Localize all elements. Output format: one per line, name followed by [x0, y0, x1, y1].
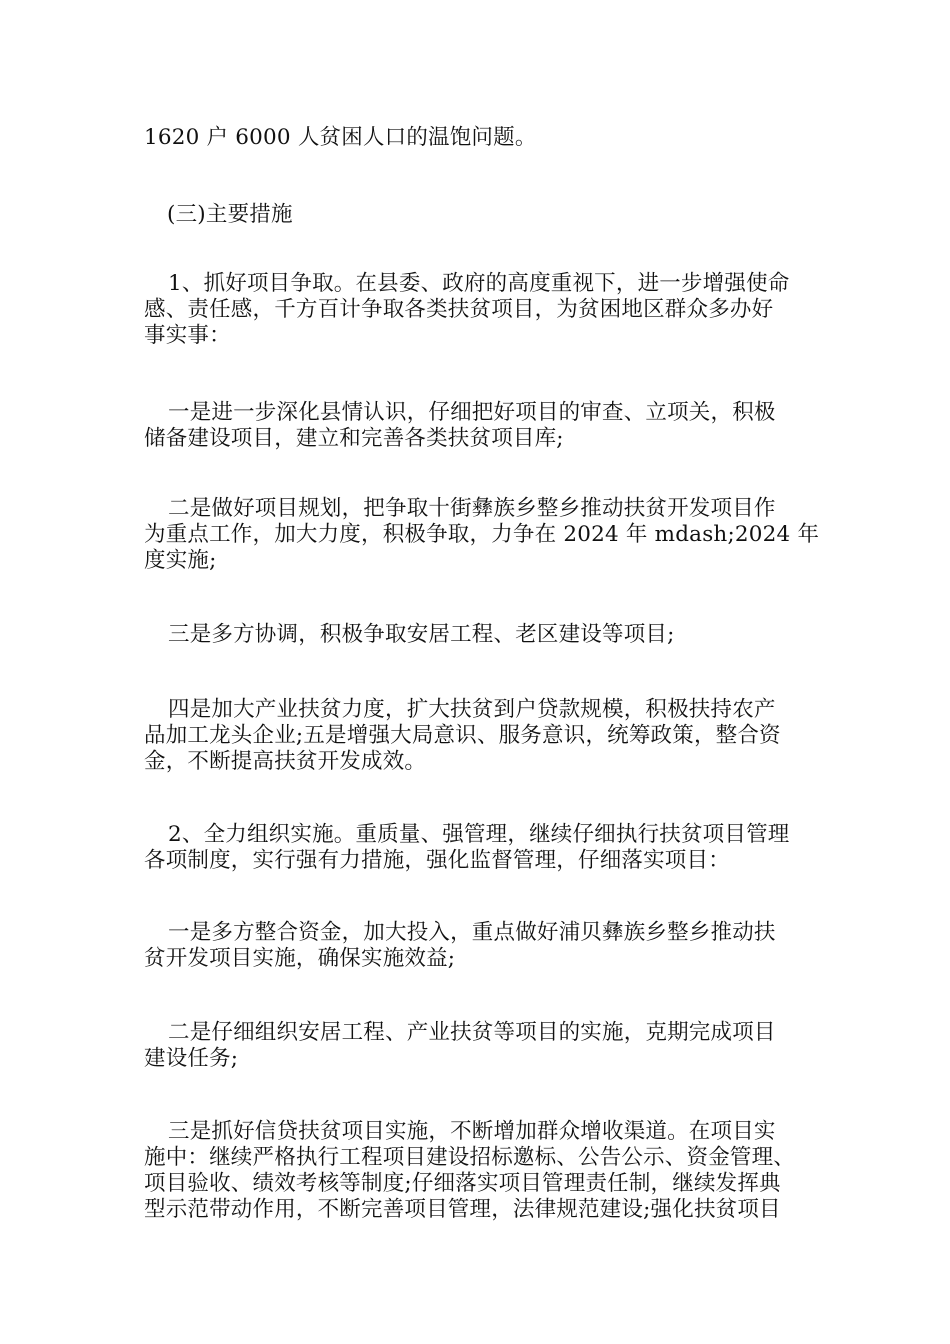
text-line: (三)主要措施 — [167, 202, 293, 227]
text-line: 一是多方整合资金，加大投入，重点做好浦贝彝族乡整乡推动扶 — [168, 920, 776, 945]
text-line: 为重点工作，加大力度，积极争取，力争在 2024 年 mdash;2024 年 — [144, 522, 820, 547]
paragraph-4 — [144, 400, 808, 452]
text-line: 品加工龙头企业;五是增强大局意识、服务意识，统筹政策，整合资 — [144, 723, 781, 748]
text-line: 施中：继续严格执行工程项目建设招标邀标、公告公示、资金管理、 — [144, 1145, 796, 1170]
paragraph-10 — [144, 1020, 808, 1072]
text-line: 项目验收、绩效考核等制度;仔细落实项目管理责任制，继续发挥典 — [144, 1171, 781, 1196]
text-line: 1620 户 6000 人贫困人口的温饱问题。 — [144, 125, 537, 150]
paragraph-1 — [144, 125, 808, 151]
text-line: 型示范带动作用，不断完善项目管理，法律规范建设;强化扶贫项目 — [144, 1197, 781, 1222]
text-line: 度实施; — [144, 548, 217, 573]
text-line: 建设任务; — [144, 1046, 239, 1071]
text-line: 金，不断提高扶贫开发成效。 — [144, 749, 427, 774]
text-line: 三是多方协调，积极争取安居工程、老区建设等项目; — [168, 622, 675, 647]
text-line: 各项制度，实行强有力措施，强化监督管理，仔细落实项目： — [144, 848, 730, 873]
paragraph-11 — [144, 1119, 808, 1223]
paragraph-7 — [144, 697, 808, 775]
text-line: 四是加大产业扶贫力度，扩大扶贫到户贷款规模，积极扶持农产 — [168, 697, 776, 722]
text-line: 二是做好项目规划，把争取十街彝族乡整乡推动扶贫开发项目作 — [168, 496, 776, 521]
text-line: 事实事： — [144, 323, 231, 348]
text-line: 2、全力组织实施。重质量、强管理，继续仔细执行扶贫项目管理 — [168, 822, 790, 847]
paragraph-5 — [144, 496, 820, 574]
text-line: 储备建设项目，建立和完善各类扶贫项目库; — [144, 426, 564, 451]
text-line: 一是进一步深化县情认识，仔细把好项目的审查、立项关，积极 — [168, 400, 776, 425]
text-line: 1、抓好项目争取。在县委、政府的高度重视下，进一步增强使命 — [168, 271, 790, 296]
paragraph-9 — [144, 920, 808, 972]
paragraph-6 — [144, 622, 808, 648]
paragraph-3 — [144, 271, 808, 349]
text-line: 感、责任感，千方百计争取各类扶贫项目，为贫困地区群众多办好 — [144, 297, 774, 322]
text-line: 二是仔细组织安居工程、产业扶贫等项目的实施，克期完成项目 — [168, 1020, 776, 1045]
text-line: 三是抓好信贷扶贫项目实施，不断增加群众增收渠道。在项目实 — [168, 1119, 776, 1144]
section-heading — [167, 202, 831, 228]
paragraph-8 — [144, 822, 808, 874]
text-line: 贫开发项目实施，确保实施效益; — [144, 946, 456, 971]
